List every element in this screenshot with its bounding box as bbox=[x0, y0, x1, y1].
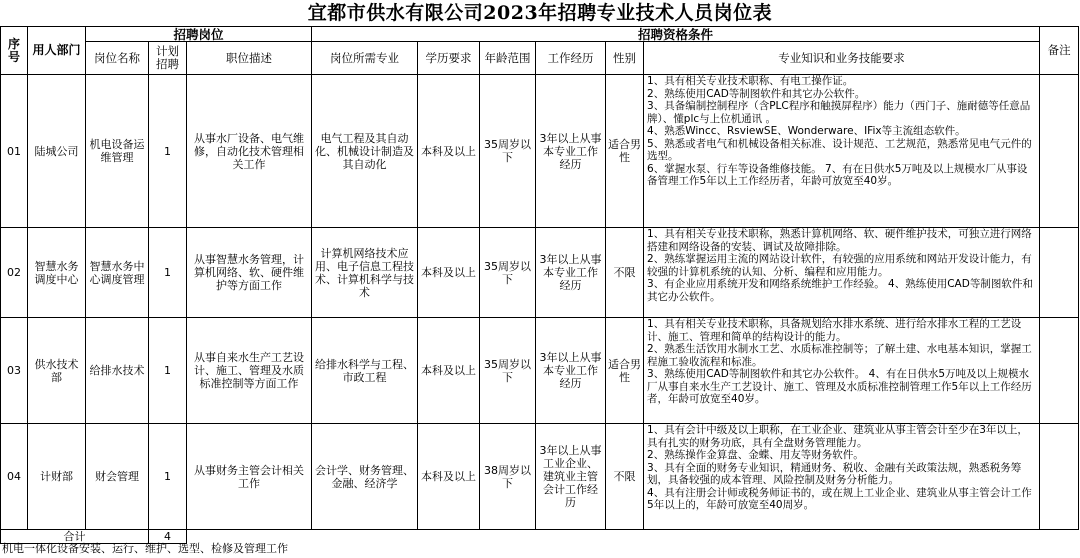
header-group-position: 招聘岗位 bbox=[86, 27, 312, 42]
cell-experience: 3年以上从事工业企业、建筑业主管会计工作经历 bbox=[536, 424, 606, 530]
req-line: 1、具有相关专业技术职称，熟悉计算机网络、软、硬件维护技术，可独立进行网络搭建和网络设备的安装、调试及故障排除。 bbox=[647, 228, 1032, 253]
header-plan-count: 计划招聘 bbox=[149, 42, 187, 75]
req-line: 3、具有全面的财务专业知识，精通财务、税收、金融有关政策法规，熟悉税务筹划，具备较强的成本管理、风险控制及财务分析能力。 bbox=[647, 461, 1022, 486]
cell-education: 本科及以上 bbox=[418, 424, 480, 530]
req-line: 3、有企业应用系统开发和网络系统维护工作经验。 4、熟练使用CAD等制图软件和其它办公软件。 bbox=[647, 278, 1033, 303]
cell-position: 机电设备运维管理 bbox=[86, 75, 149, 228]
cell-major: 电气工程及其自动化、机械设计制造及其自动化 bbox=[312, 75, 418, 228]
cell-age: 35周岁以下 bbox=[480, 75, 536, 228]
header-job-desc: 职位描述 bbox=[187, 42, 312, 75]
header-education: 学历要求 bbox=[418, 42, 480, 75]
cell-experience: 3年以上从事本专业工作经历 bbox=[536, 318, 606, 424]
cell-age: 35周岁以下 bbox=[480, 318, 536, 424]
cell-skills bbox=[644, 424, 1040, 530]
table-row bbox=[1, 424, 1079, 530]
req-line: 2、熟练掌握运用主流的网站设计软件，有较强的应用系统和网站开发设计能力，有较强的计算机系统的认知、分析、编程和应用能力。 bbox=[647, 253, 1032, 278]
cell-experience: 3年以上从事本专业工作经历 bbox=[536, 75, 606, 228]
cell-desc: 从事智慧水务管理，计算机网络、软、硬件维护等方面工作 bbox=[187, 228, 312, 318]
cell-age: 35周岁以下 bbox=[480, 228, 536, 318]
cell-skills bbox=[644, 75, 1040, 228]
cell-notes bbox=[1040, 318, 1079, 424]
table-row bbox=[1, 228, 1079, 318]
cell-skills bbox=[644, 228, 1040, 318]
cell-gender: 适合男性 bbox=[606, 318, 644, 424]
cell-notes bbox=[1040, 424, 1079, 530]
table-row bbox=[1, 75, 1079, 228]
cell-education: 本科及以上 bbox=[418, 228, 480, 318]
cell-desc: 从事自来水生产工艺设计、施工、管理及水质标准控制等方面工作 bbox=[187, 318, 312, 424]
cell-seq: 01 bbox=[1, 75, 28, 228]
header-age: 年龄范围 bbox=[480, 42, 536, 75]
header-seq: 序号 bbox=[1, 27, 28, 75]
req-line: 6、掌握水泵、行车等设备维修技能。 7、有在日供水5万吨及以上规模水厂从事设备管理工作5年以上工作经历者，年龄可放宽至40岁。 bbox=[647, 162, 1028, 187]
req-line: 4、熟悉Wincc、RsviewSE、Wonderware、IFix等主流组态软件。 bbox=[647, 125, 966, 137]
cell-dept: 供水技术部 bbox=[28, 318, 86, 424]
header-skills: 专业知识和业务技能要求 bbox=[644, 42, 1040, 75]
cell-count: 1 bbox=[149, 75, 187, 228]
cell-seq: 02 bbox=[1, 228, 28, 318]
cell-count: 1 bbox=[149, 424, 187, 530]
req-line: 1、具有相关专业技术职称，具备规划给水排水系统、进行给水排水工程的工艺设计、施工、管理和简单的结构设计的能力。 bbox=[647, 318, 1022, 343]
cell-dept: 计财部 bbox=[28, 424, 86, 530]
req-line: 1、具有会计中级及以上职称，在工业企业、建筑业从事主管会计至少在3年以上，具有扎实的财务功底，具有全盘财务管理能力。 bbox=[647, 424, 1028, 449]
footer-note: 机电一体化设备安装、运行、维护、选型、检修及管理工作 bbox=[2, 542, 288, 555]
header-experience: 工作经历 bbox=[536, 42, 606, 75]
cell-dept: 智慧水务调度中心 bbox=[28, 228, 86, 318]
cell-position: 给排水技术 bbox=[86, 318, 149, 424]
cell-seq: 03 bbox=[1, 318, 28, 424]
cell-position: 智慧水务中心调度管理 bbox=[86, 228, 149, 318]
total-count: 4 bbox=[149, 530, 187, 544]
recruitment-table bbox=[0, 26, 1079, 544]
cell-experience: 3年以上从事本专业工作经历 bbox=[536, 228, 606, 318]
cell-skills bbox=[644, 318, 1040, 424]
req-line: 2、熟练使用CAD等制图软件和其它办公软件。 bbox=[647, 87, 866, 100]
cell-position: 财会管理 bbox=[86, 424, 149, 530]
header-group-qualifications: 招聘资格条件 bbox=[312, 27, 1040, 42]
cell-notes bbox=[1040, 228, 1079, 318]
page-title: 宜都市供水有限公司2023年招聘专业技术人员岗位表 bbox=[307, 2, 773, 24]
req-line: 2、熟练操作金算盘、金蝶、用友等财务软件。 bbox=[647, 449, 864, 461]
req-line: 5、熟悉或者电气和机械设备相关标准、设计规范、工艺规范，熟悉常见电气元件的选型。 bbox=[647, 137, 1032, 162]
cell-education: 本科及以上 bbox=[418, 75, 480, 228]
header-dept: 用人部门 bbox=[28, 27, 86, 75]
header-major: 岗位所需专业 bbox=[312, 42, 418, 75]
header-notes: 备注 bbox=[1040, 27, 1079, 75]
cell-desc: 从事水厂设备、电气维修，自动化技术管理相关工作 bbox=[187, 75, 312, 228]
header-gender: 性别 bbox=[606, 42, 644, 75]
cell-dept: 陆城公司 bbox=[28, 75, 86, 228]
cell-age: 38周岁以下 bbox=[480, 424, 536, 530]
cell-gender: 不限 bbox=[606, 228, 644, 318]
req-line: 3、具备编制控制程序（含PLC程序和触摸屏程序）能力（西门子、施耐德等任意品牌）、懂plc与上位机通讯 。 bbox=[647, 100, 1031, 125]
cell-gender: 不限 bbox=[606, 424, 644, 530]
cell-desc: 从事财务主管会计相关工作 bbox=[187, 424, 312, 530]
cell-major: 给排水科学与工程、市政工程 bbox=[312, 318, 418, 424]
cell-gender: 适合男性 bbox=[606, 75, 644, 228]
total-label: 合计 bbox=[1, 530, 149, 544]
cell-major: 会计学、财务管理、金融、经济学 bbox=[312, 424, 418, 530]
req-line: 2、熟悉生活饮用水制水工艺、水质标准控制等；了解土建、水电基本知识，掌握工程施工验收流程和标准。 bbox=[647, 343, 1032, 368]
req-line: 4、具有注册会计师或税务师证书的，或在规上工业企业、建筑业从事主管会计工作5年以上的，年龄可放宽至40周岁。 bbox=[647, 486, 1032, 511]
table-row bbox=[1, 318, 1079, 424]
req-line: 1、具有相关专业技术职称、有电工操作证。 bbox=[647, 75, 854, 87]
header-position-name: 岗位名称 bbox=[86, 42, 149, 75]
cell-notes bbox=[1040, 75, 1079, 228]
cell-count: 1 bbox=[149, 228, 187, 318]
cell-count: 1 bbox=[149, 318, 187, 424]
cell-major: 计算机网络技术应用、电子信息工程技术、计算机科学与技术 bbox=[312, 228, 418, 318]
cell-education: 本科及以上 bbox=[418, 318, 480, 424]
req-line: 3、熟练使用CAD等制图软件和其它办公软件。 4、有在日供水5万吨及以上规模水厂从事自来水生产工艺设计、施工、管理及水质标准控制管理工作5年以上工作经历者，年龄可放宽至40岁。 bbox=[647, 368, 1032, 405]
cell-seq: 04 bbox=[1, 424, 28, 530]
